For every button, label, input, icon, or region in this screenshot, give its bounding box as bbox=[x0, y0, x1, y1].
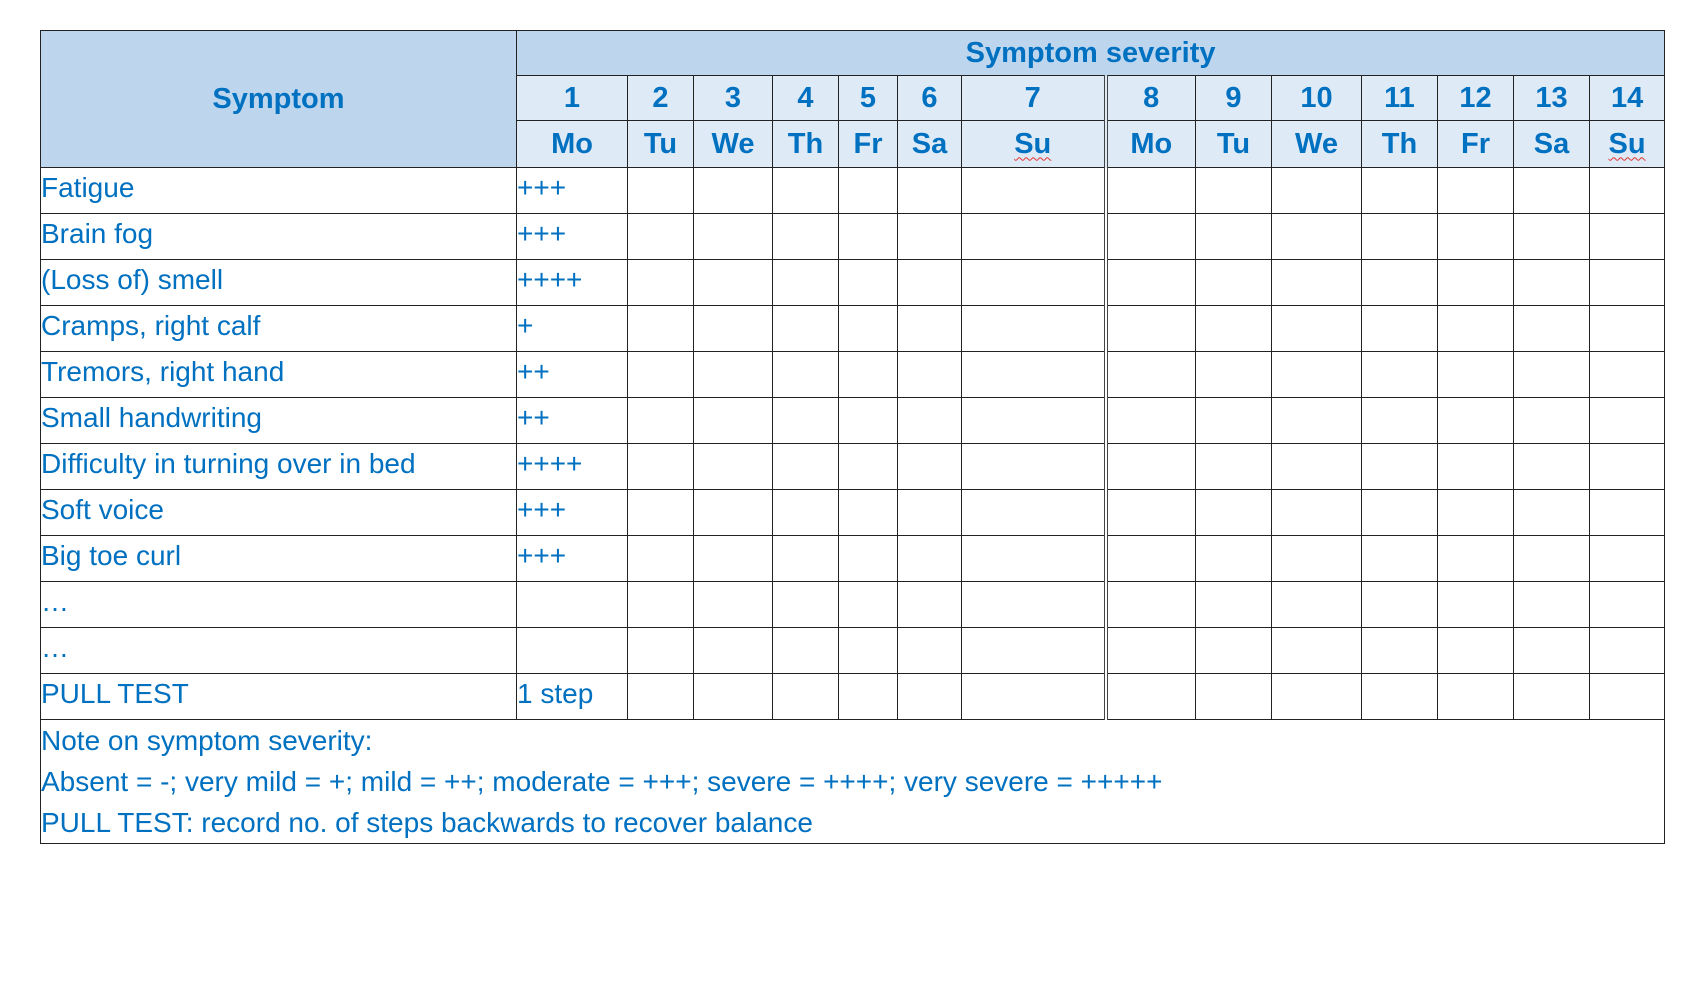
severity-cell[interactable] bbox=[962, 674, 1106, 720]
severity-cell[interactable] bbox=[839, 168, 898, 214]
severity-cell[interactable] bbox=[694, 168, 773, 214]
severity-cell[interactable] bbox=[628, 582, 694, 628]
severity-cell[interactable] bbox=[1196, 306, 1272, 352]
severity-cell[interactable] bbox=[1514, 444, 1590, 490]
severity-cell[interactable] bbox=[1106, 444, 1196, 490]
day-number: 6 bbox=[898, 76, 962, 121]
severity-cell[interactable] bbox=[1514, 674, 1590, 720]
severity-cell[interactable] bbox=[1362, 582, 1438, 628]
severity-cell[interactable]: ++++ bbox=[517, 444, 628, 490]
severity-cell[interactable] bbox=[694, 260, 773, 306]
severity-cell[interactable] bbox=[628, 352, 694, 398]
severity-cell[interactable] bbox=[628, 398, 694, 444]
severity-cell[interactable] bbox=[694, 536, 773, 582]
severity-cell[interactable] bbox=[839, 536, 898, 582]
severity-cell[interactable] bbox=[1514, 490, 1590, 536]
day-number: 4 bbox=[773, 76, 839, 121]
severity-cell[interactable] bbox=[898, 582, 962, 628]
note-row bbox=[41, 720, 1665, 844]
severity-cell[interactable] bbox=[1438, 536, 1514, 582]
weekday-label: Th bbox=[773, 121, 839, 168]
symptom-cell: Tremors, right hand bbox=[41, 352, 517, 398]
severity-cell[interactable] bbox=[898, 536, 962, 582]
severity-cell[interactable] bbox=[1514, 352, 1590, 398]
severity-cell[interactable] bbox=[1590, 306, 1665, 352]
severity-cell[interactable] bbox=[1106, 536, 1196, 582]
severity-cell[interactable] bbox=[628, 628, 694, 674]
severity-cell[interactable] bbox=[773, 582, 839, 628]
severity-cell[interactable] bbox=[1362, 260, 1438, 306]
day-number: 12 bbox=[1438, 76, 1514, 121]
severity-cell[interactable] bbox=[1438, 490, 1514, 536]
severity-cell[interactable] bbox=[1106, 628, 1196, 674]
severity-cell[interactable] bbox=[1272, 490, 1362, 536]
severity-cell[interactable] bbox=[1362, 306, 1438, 352]
severity-cell[interactable] bbox=[1362, 536, 1438, 582]
severity-cell[interactable] bbox=[1196, 352, 1272, 398]
weekday-label: Mo bbox=[517, 121, 628, 168]
severity-cell[interactable] bbox=[962, 214, 1106, 260]
severity-cell[interactable] bbox=[1590, 214, 1665, 260]
severity-cell[interactable] bbox=[773, 398, 839, 444]
severity-cell[interactable] bbox=[773, 352, 839, 398]
spellcheck-underlined-text: Su bbox=[1014, 127, 1052, 160]
severity-cell[interactable] bbox=[694, 674, 773, 720]
severity-cell[interactable] bbox=[839, 674, 898, 720]
severity-cell[interactable] bbox=[1438, 444, 1514, 490]
day-number: 13 bbox=[1514, 76, 1590, 121]
severity-cell[interactable] bbox=[962, 628, 1106, 674]
severity-cell[interactable] bbox=[773, 628, 839, 674]
day-number: 7 bbox=[962, 76, 1106, 121]
table-row bbox=[41, 398, 1665, 444]
severity-cell[interactable] bbox=[1196, 168, 1272, 214]
severity-cell[interactable] bbox=[1514, 306, 1590, 352]
severity-cell[interactable]: +++ bbox=[517, 214, 628, 260]
severity-cell[interactable] bbox=[1106, 168, 1196, 214]
symptom-cell: Small handwriting bbox=[41, 398, 517, 444]
severity-cell[interactable] bbox=[898, 306, 962, 352]
table-row bbox=[41, 168, 1665, 214]
severity-cell[interactable] bbox=[1590, 168, 1665, 214]
weekday-label bbox=[1590, 121, 1665, 168]
note-title: Note on symptom severity: bbox=[41, 725, 373, 756]
day-number: 5 bbox=[839, 76, 898, 121]
symptom-column-header: Symptom bbox=[41, 31, 517, 168]
severity-cell[interactable] bbox=[1106, 674, 1196, 720]
symptom-cell: … bbox=[41, 628, 517, 674]
severity-cell[interactable] bbox=[628, 214, 694, 260]
severity-cell[interactable] bbox=[1106, 398, 1196, 444]
severity-cell[interactable] bbox=[1272, 582, 1362, 628]
severity-cell[interactable] bbox=[1362, 398, 1438, 444]
weekday-label: We bbox=[1272, 121, 1362, 168]
severity-cell[interactable] bbox=[1272, 352, 1362, 398]
severity-cell[interactable] bbox=[517, 628, 628, 674]
severity-cell[interactable] bbox=[898, 444, 962, 490]
severity-cell[interactable] bbox=[773, 536, 839, 582]
table-row bbox=[41, 306, 1665, 352]
severity-cell[interactable] bbox=[898, 398, 962, 444]
day-number: 10 bbox=[1272, 76, 1362, 121]
severity-cell[interactable] bbox=[1272, 168, 1362, 214]
symptom-cell: Big toe curl bbox=[41, 536, 517, 582]
spellcheck-underlined-text: Su bbox=[1608, 127, 1646, 160]
severity-cell[interactable] bbox=[1438, 628, 1514, 674]
symptom-cell: Soft voice bbox=[41, 490, 517, 536]
severity-cell[interactable]: ++++ bbox=[517, 260, 628, 306]
day-number: 14 bbox=[1590, 76, 1665, 121]
severity-cell[interactable] bbox=[773, 306, 839, 352]
severity-cell[interactable] bbox=[1438, 582, 1514, 628]
severity-cell[interactable] bbox=[1196, 490, 1272, 536]
severity-cell[interactable] bbox=[1590, 490, 1665, 536]
severity-cell[interactable] bbox=[694, 582, 773, 628]
severity-cell[interactable] bbox=[1514, 398, 1590, 444]
severity-cell[interactable] bbox=[1438, 260, 1514, 306]
severity-cell[interactable] bbox=[1590, 628, 1665, 674]
severity-cell[interactable] bbox=[1196, 628, 1272, 674]
note-scale: Absent = -; very mild = +; mild = ++; moderate = +++; severe = ++++; very severe = +++++ bbox=[41, 766, 1163, 797]
severity-cell[interactable] bbox=[839, 628, 898, 674]
severity-cell[interactable] bbox=[1438, 168, 1514, 214]
severity-cell[interactable] bbox=[1514, 628, 1590, 674]
table-row bbox=[41, 444, 1665, 490]
severity-cell[interactable] bbox=[1196, 582, 1272, 628]
severity-cell[interactable] bbox=[694, 214, 773, 260]
severity-cell[interactable]: + bbox=[517, 306, 628, 352]
severity-cell[interactable] bbox=[839, 352, 898, 398]
severity-cell[interactable] bbox=[1514, 536, 1590, 582]
severity-cell[interactable] bbox=[1362, 352, 1438, 398]
table-row bbox=[41, 352, 1665, 398]
severity-cell[interactable]: +++ bbox=[517, 168, 628, 214]
severity-cell[interactable] bbox=[962, 352, 1106, 398]
symptom-cell: Difficulty in turning over in bed bbox=[41, 444, 517, 490]
severity-cell[interactable] bbox=[1590, 536, 1665, 582]
severity-cell[interactable] bbox=[773, 168, 839, 214]
severity-cell[interactable] bbox=[839, 260, 898, 306]
severity-cell[interactable]: +++ bbox=[517, 490, 628, 536]
severity-cell[interactable] bbox=[962, 398, 1106, 444]
severity-cell[interactable] bbox=[1272, 214, 1362, 260]
severity-cell[interactable] bbox=[773, 260, 839, 306]
severity-cell[interactable] bbox=[628, 490, 694, 536]
severity-cell[interactable] bbox=[839, 582, 898, 628]
severity-cell[interactable] bbox=[1196, 214, 1272, 260]
severity-cell[interactable] bbox=[1438, 352, 1514, 398]
severity-cell[interactable]: 1 step bbox=[517, 674, 628, 720]
severity-cell[interactable] bbox=[517, 582, 628, 628]
weekday-label: We bbox=[694, 121, 773, 168]
severity-cell[interactable] bbox=[773, 214, 839, 260]
table-row bbox=[41, 490, 1665, 536]
table-row bbox=[41, 582, 1665, 628]
day-number: 2 bbox=[628, 76, 694, 121]
weekday-label: Tu bbox=[628, 121, 694, 168]
severity-cell[interactable] bbox=[1196, 260, 1272, 306]
severity-cell[interactable] bbox=[628, 306, 694, 352]
severity-cell[interactable] bbox=[962, 168, 1106, 214]
severity-cell[interactable] bbox=[1362, 628, 1438, 674]
table-row bbox=[41, 536, 1665, 582]
severity-cell[interactable] bbox=[1272, 306, 1362, 352]
weekday-label: Sa bbox=[1514, 121, 1590, 168]
severity-cell[interactable] bbox=[1514, 168, 1590, 214]
table-row bbox=[41, 628, 1665, 674]
severity-cell[interactable] bbox=[694, 628, 773, 674]
severity-cell[interactable] bbox=[773, 490, 839, 536]
severity-cell[interactable] bbox=[628, 260, 694, 306]
severity-cell[interactable] bbox=[962, 444, 1106, 490]
severity-cell[interactable] bbox=[898, 628, 962, 674]
severity-cell[interactable] bbox=[1438, 674, 1514, 720]
severity-cell[interactable]: ++ bbox=[517, 398, 628, 444]
severity-cell[interactable] bbox=[898, 352, 962, 398]
severity-cell[interactable] bbox=[1272, 398, 1362, 444]
severity-cell[interactable] bbox=[1272, 674, 1362, 720]
severity-cell[interactable] bbox=[1196, 674, 1272, 720]
symptom-tracker-table bbox=[40, 30, 1665, 844]
severity-cell[interactable]: +++ bbox=[517, 536, 628, 582]
weekday-label: Th bbox=[1362, 121, 1438, 168]
severity-cell[interactable] bbox=[1106, 260, 1196, 306]
severity-cell[interactable] bbox=[1590, 674, 1665, 720]
severity-cell[interactable] bbox=[1106, 490, 1196, 536]
severity-cell[interactable] bbox=[1362, 674, 1438, 720]
weekday-label: Mo bbox=[1106, 121, 1196, 168]
severity-cell[interactable] bbox=[962, 582, 1106, 628]
severity-cell[interactable] bbox=[1362, 168, 1438, 214]
severity-cell[interactable] bbox=[694, 444, 773, 490]
symptom-cell: Fatigue bbox=[41, 168, 517, 214]
symptom-cell: (Loss of) smell bbox=[41, 260, 517, 306]
symptom-cell: Brain fog bbox=[41, 214, 517, 260]
severity-cell[interactable] bbox=[962, 260, 1106, 306]
severity-cell[interactable] bbox=[1196, 444, 1272, 490]
severity-cell[interactable] bbox=[898, 674, 962, 720]
severity-column-header: Symptom severity bbox=[517, 31, 1665, 76]
day-number: 11 bbox=[1362, 76, 1438, 121]
day-number: 9 bbox=[1196, 76, 1272, 121]
table-row bbox=[41, 214, 1665, 260]
severity-cell[interactable] bbox=[1272, 260, 1362, 306]
severity-cell[interactable] bbox=[898, 214, 962, 260]
severity-cell[interactable] bbox=[1590, 398, 1665, 444]
severity-cell[interactable] bbox=[628, 536, 694, 582]
severity-cell[interactable]: ++ bbox=[517, 352, 628, 398]
severity-cell[interactable] bbox=[1590, 444, 1665, 490]
day-number: 3 bbox=[694, 76, 773, 121]
severity-cell[interactable] bbox=[773, 444, 839, 490]
weekday-label: Fr bbox=[839, 121, 898, 168]
severity-cell[interactable] bbox=[1196, 536, 1272, 582]
severity-cell[interactable] bbox=[1272, 536, 1362, 582]
symptom-cell: Cramps, right calf bbox=[41, 306, 517, 352]
severity-cell[interactable] bbox=[694, 306, 773, 352]
severity-cell[interactable] bbox=[628, 168, 694, 214]
severity-cell[interactable] bbox=[1514, 214, 1590, 260]
severity-cell[interactable] bbox=[1590, 260, 1665, 306]
severity-cell[interactable] bbox=[628, 444, 694, 490]
day-number: 8 bbox=[1106, 76, 1196, 121]
weekday-label: Fr bbox=[1438, 121, 1514, 168]
severity-cell[interactable] bbox=[1106, 352, 1196, 398]
severity-cell[interactable] bbox=[1362, 214, 1438, 260]
note-pull-test: PULL TEST: record no. of steps backwards to recover balance bbox=[41, 807, 813, 838]
severity-cell[interactable] bbox=[1106, 214, 1196, 260]
severity-cell[interactable] bbox=[773, 674, 839, 720]
severity-cell[interactable] bbox=[1196, 398, 1272, 444]
severity-cell[interactable] bbox=[694, 398, 773, 444]
severity-cell[interactable] bbox=[1362, 490, 1438, 536]
severity-cell[interactable] bbox=[1272, 444, 1362, 490]
severity-cell[interactable] bbox=[694, 490, 773, 536]
table-header bbox=[41, 31, 1665, 168]
severity-cell[interactable] bbox=[1514, 260, 1590, 306]
severity-cell[interactable] bbox=[1272, 628, 1362, 674]
severity-cell[interactable] bbox=[839, 444, 898, 490]
severity-cell[interactable] bbox=[898, 260, 962, 306]
table-row bbox=[41, 260, 1665, 306]
symptom-cell: PULL TEST bbox=[41, 674, 517, 720]
severity-cell[interactable] bbox=[962, 306, 1106, 352]
weekday-label: Sa bbox=[898, 121, 962, 168]
severity-cell[interactable] bbox=[1106, 582, 1196, 628]
day-number: 1 bbox=[517, 76, 628, 121]
severity-cell[interactable] bbox=[839, 306, 898, 352]
table-row bbox=[41, 674, 1665, 720]
symptom-cell: … bbox=[41, 582, 517, 628]
severity-cell[interactable] bbox=[839, 490, 898, 536]
severity-cell[interactable] bbox=[839, 398, 898, 444]
severity-cell[interactable] bbox=[898, 168, 962, 214]
severity-cell[interactable] bbox=[1590, 582, 1665, 628]
weekday-label bbox=[962, 121, 1106, 168]
severity-cell[interactable] bbox=[1106, 306, 1196, 352]
severity-cell[interactable] bbox=[839, 214, 898, 260]
severity-cell[interactable] bbox=[1438, 306, 1514, 352]
table-body bbox=[41, 168, 1665, 720]
severity-cell[interactable] bbox=[1438, 214, 1514, 260]
severity-cell[interactable] bbox=[962, 536, 1106, 582]
severity-cell[interactable] bbox=[1362, 444, 1438, 490]
severity-cell[interactable] bbox=[1514, 582, 1590, 628]
severity-cell[interactable] bbox=[1438, 398, 1514, 444]
severity-cell[interactable] bbox=[628, 674, 694, 720]
severity-cell[interactable] bbox=[962, 490, 1106, 536]
severity-cell[interactable] bbox=[694, 352, 773, 398]
severity-cell[interactable] bbox=[1590, 352, 1665, 398]
severity-cell[interactable] bbox=[898, 490, 962, 536]
weekday-label: Tu bbox=[1196, 121, 1272, 168]
severity-note bbox=[41, 720, 1665, 844]
